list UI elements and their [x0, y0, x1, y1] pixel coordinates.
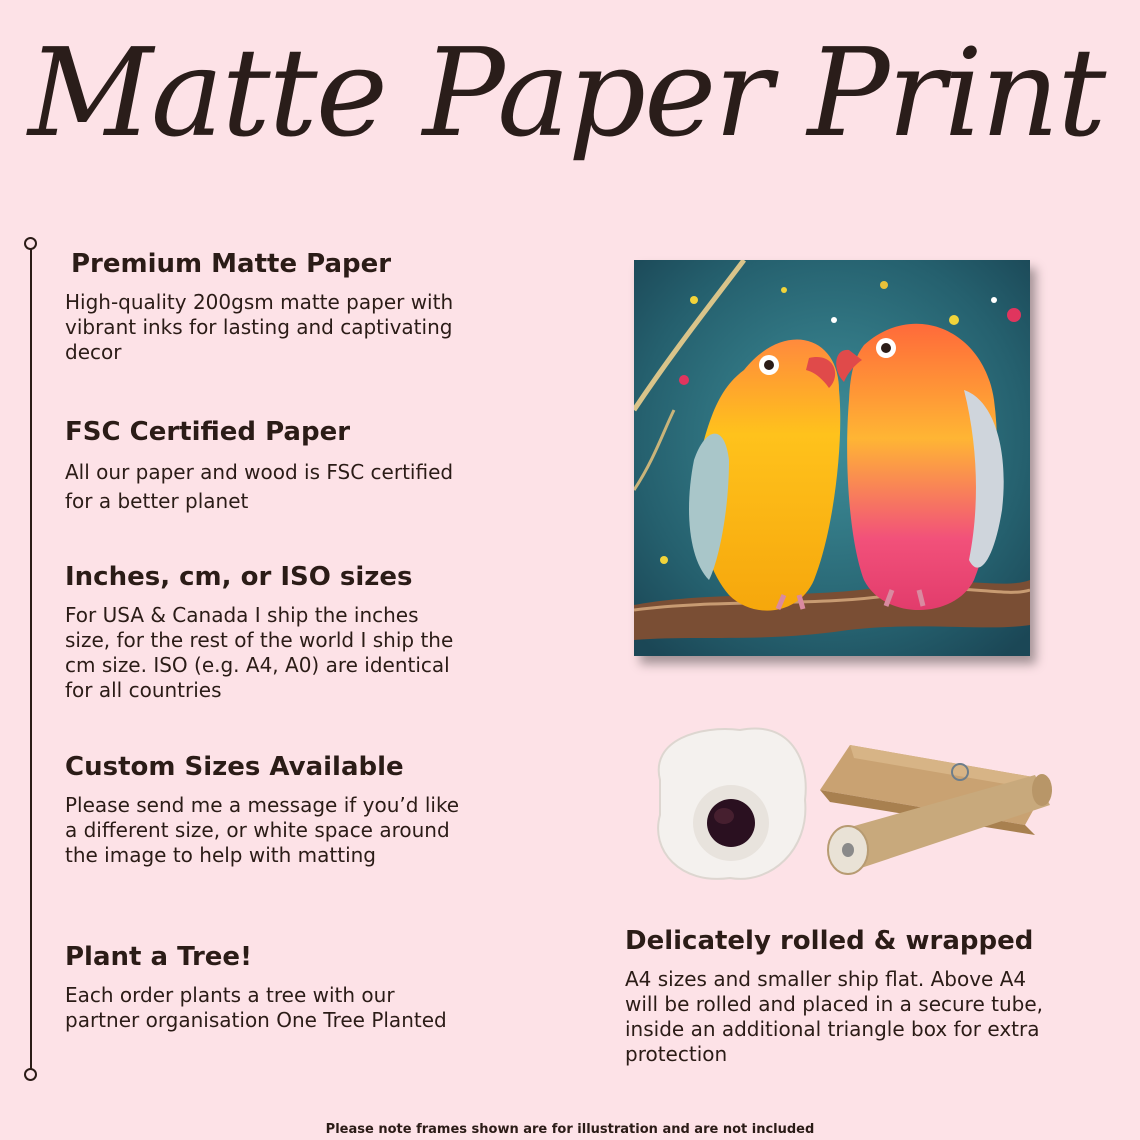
shipping-text: A4 sizes and smaller ship flat. Above A4 will be rolled and placed in a secure tube, inside an additional triangle box for extra protection	[625, 967, 1043, 1066]
feature-heading: Plant a Tree!	[65, 942, 252, 972]
feature-heading: Custom Sizes Available	[65, 752, 404, 782]
page-title: Matte Paper Print	[28, 22, 1105, 164]
feature-heading: FSC Certified Paper	[65, 417, 351, 447]
feature-text: All our paper and wood is FSC certified for a better planet	[65, 460, 454, 513]
timeline-start-dot	[24, 237, 37, 250]
feature-text: Each order plants a tree with our partner organisation One Tree Planted	[65, 983, 447, 1032]
rolled-print-and-tube-image	[640, 720, 1060, 890]
feature-heading: Inches, cm, or ISO sizes	[65, 562, 413, 592]
feature-text: High-quality 200gsm matte paper with vibrant inks for lasting and captivating decor	[65, 290, 454, 364]
artwork-lovebirds-image	[634, 260, 1030, 656]
feature-premium-matte-paper	[65, 248, 465, 365]
footer-disclaimer: Please note frames shown are for illustration and are not included	[325, 1122, 815, 1137]
feature-plant-a-tree	[65, 941, 465, 1033]
shipping-section	[625, 925, 1065, 1067]
feature-custom-sizes	[65, 751, 465, 868]
feature-text: Please send me a message if you’d like a different size, or white space around the image to help with matting	[65, 793, 460, 867]
feature-sizes	[65, 561, 465, 703]
feature-text: For USA & Canada I ship the inches size, for the rest of the world I ship the cm size. ISO (e.g. A4, A0) are identical for all countries	[65, 603, 454, 702]
feature-fsc-certified	[65, 416, 465, 516]
timeline-end-dot	[24, 1068, 37, 1081]
timeline-rail	[30, 243, 32, 1075]
feature-heading: Premium Matte Paper	[71, 249, 392, 279]
shipping-heading: Delicately rolled & wrapped	[625, 926, 1034, 956]
